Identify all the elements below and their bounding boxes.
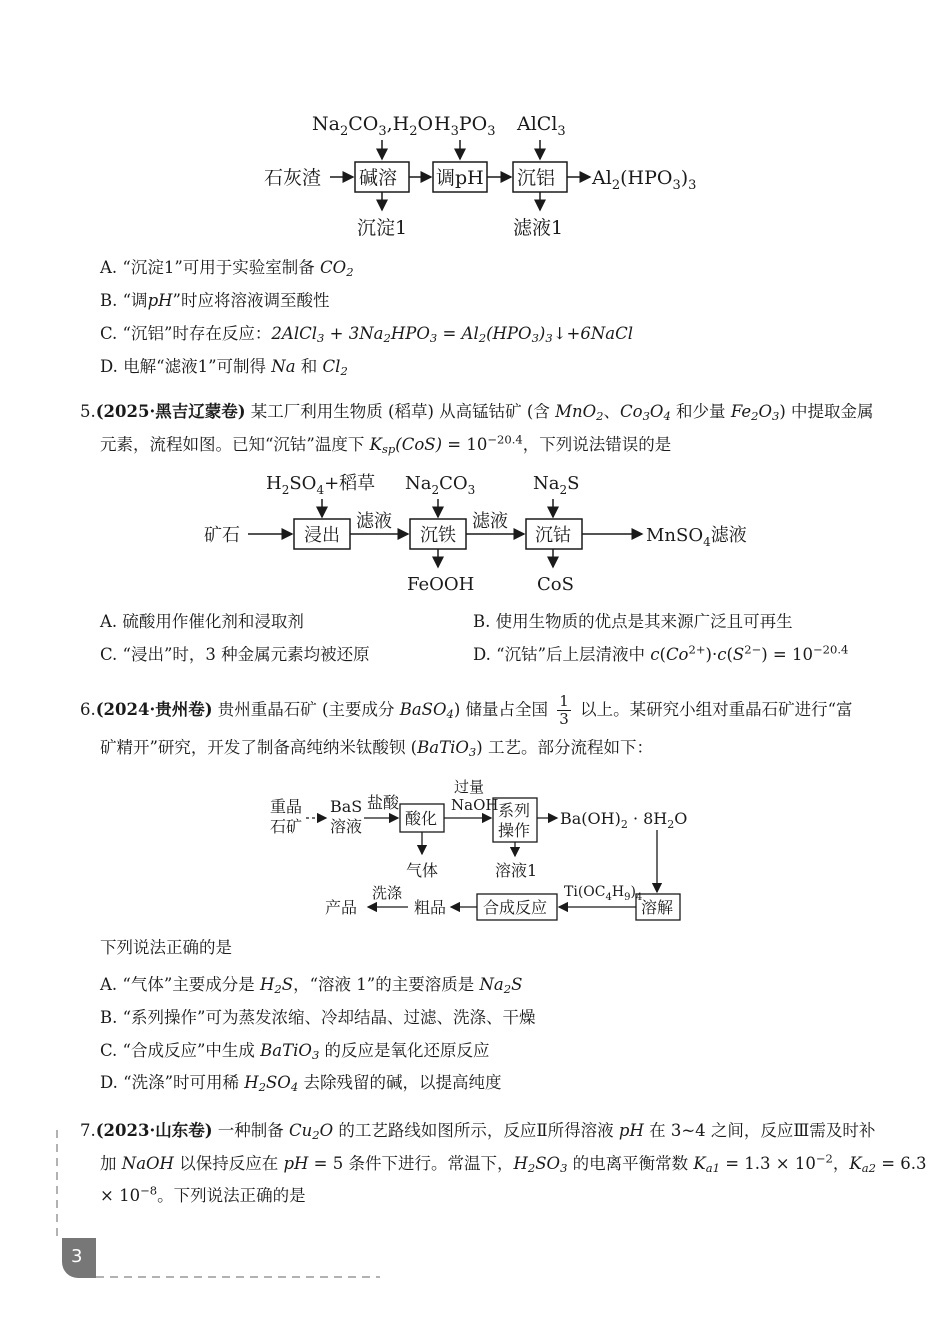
q5-start: 矿石 — [204, 525, 240, 546]
q5-flow-diagram — [0, 462, 950, 597]
q5-box2-label: 沉铁 — [420, 525, 456, 546]
q6-excess-2: NaOH — [451, 796, 499, 814]
q5-input-1: $H_2SO_4+$稻草 — [266, 473, 376, 497]
q4-input-3: AlCl$_3$ — [517, 113, 566, 139]
q5-box1-label: 浸出 — [304, 525, 340, 546]
q6-option-c[interactable]: C. “合成反应”中生成 BaTiO$_3$ 的反应是氧化还原反应 — [100, 1041, 490, 1062]
q6-final: 产品 — [325, 898, 358, 917]
q4-input-1: $Na_2CO_3,H_2O$ — [312, 113, 434, 139]
q6-stem-line1: 6.(2024·贵州卷) 贵州重晶石矿 (主要成分 BaSO$_4$) 储量占全国 $\frac{1}{3}$ 以上。某研究小组对重晶石矿进行“富 — [80, 692, 853, 728]
q7-stem-line3: × $10^{-8}$。下列说法正确的是 — [100, 1183, 306, 1205]
q4-option-a[interactable]: A. “沉淀1”可用于实验室制备 $CO_2$ — [100, 258, 354, 279]
q6-wash: 洗涤 — [372, 884, 403, 902]
q5-stem-line1: 5.(2025·黑吉辽蒙卷) 某工厂利用生物质 (稻草) 从高锰钴矿 (含 MnO$_2$、$Co_3O_4$ 和少量 $Fe_2O_3$) 中提取金属 — [80, 402, 874, 423]
q5-stem-line2: 元素，流程如图。已知“沉钴”温度下 $K_{sp}(CoS) = 10^{-20.4}$，下列说法错误的是 — [100, 432, 672, 456]
q6-product-1: $Ba(OH)_2 \cdot 8H_2O$ — [560, 809, 688, 831]
q4-flow-diagram — [0, 100, 950, 250]
q6-solution-1: 溶液1 — [495, 861, 538, 880]
q4-option-d[interactable]: D. 电解“滤液1”可制得 Na 和 $Cl_2$ — [100, 357, 348, 378]
q6-box2-label-1: 系列 — [498, 801, 531, 820]
q5-box3-label: 沉钴 — [535, 525, 571, 546]
q6-crude: 粗品 — [414, 898, 447, 917]
q6-flow-diagram — [0, 772, 950, 932]
q5-option-c[interactable]: C. “浸出”时，3 种金属元素均被还原 — [100, 645, 370, 664]
q5-mid-2: 滤液 — [472, 511, 508, 532]
q4-output-1: 沉淀1 — [357, 217, 408, 239]
q6-gas: 气体 — [406, 861, 439, 880]
q6-start-2: 石矿 — [270, 817, 303, 836]
page-corner-decoration — [0, 1120, 400, 1290]
q5-input-3: $Na_2S$ — [533, 473, 580, 497]
q6-box4-label: 合成反应 — [483, 898, 548, 917]
q4-box3-label: 沉铝 — [517, 167, 556, 189]
q6-box3-label: 溶解 — [641, 898, 674, 917]
q6-start-1: 重晶 — [270, 797, 303, 816]
q5-output-1: FeOOH — [407, 574, 475, 595]
q6-ti: $Ti(OC_4H_9)_4$ — [564, 884, 643, 903]
q6-option-b[interactable]: B. “系列操作”可为蒸发浓缩、冷却结晶、过滤、洗涤、干燥 — [100, 1008, 536, 1027]
page-number: 3 — [71, 1246, 83, 1267]
q6-box2-label-2: 操作 — [498, 821, 531, 840]
q6-excess-1: 过量 — [454, 778, 485, 796]
q5-option-b[interactable]: B. 使用生物质的优点是其来源广泛且可再生 — [473, 612, 793, 631]
q5-input-2: $Na_2CO_3$ — [405, 473, 476, 497]
q4-option-b[interactable]: B. “调pH”时应将溶液调至酸性 — [100, 291, 330, 310]
q5-option-a[interactable]: A. 硫酸用作催化剂和浸取剂 — [100, 612, 304, 631]
q6-bas-2: 溶液 — [330, 817, 363, 836]
q6-option-d[interactable]: D. “洗涤”时可用稀 $H_2SO_4$ 去除残留的碱，以提高纯度 — [100, 1073, 502, 1094]
q6-option-a[interactable]: A. “气体”主要成分是 $H_2S$，“溶液 1”的主要溶质是 $Na_2S$ — [100, 975, 523, 996]
q4-product: $Al_2(HPO_3)_3$ — [592, 167, 697, 193]
q6-prompt: 下列说法正确的是 — [100, 938, 232, 957]
q4-start: 石灰渣 — [264, 167, 322, 189]
q6-fraction: $\frac{1}{3}$ — [559, 692, 569, 728]
q5-output-2: CoS — [537, 574, 574, 595]
q5-product: MnSO$_4$滤液 — [646, 525, 747, 549]
q4-box1-label: 碱溶 — [359, 167, 398, 189]
q4-option-c[interactable]: C. “沉铝”时存在反应：2AlCl$_3$ + $3Na_2HPO_3$ = $Al_2(HPO_3)_3↓+6NaCl$ — [100, 324, 634, 345]
q4-input-2: $H_3PO_3$ — [434, 113, 496, 139]
q6-box1-label: 酸化 — [405, 809, 438, 828]
q5-option-d[interactable]: D. “沉钴”后上层清液中 $c(Co^{2+})\cdot c(S^{2-}) = 10^{-20.4}$ — [473, 642, 849, 664]
q4-box2-label: 调pH — [436, 167, 484, 189]
q6-bas-1: BaS — [330, 797, 363, 816]
q4-output-2: 滤液1 — [513, 217, 564, 239]
q7-stem-line2: 加 NaOH 以保持反应在 pH = 5 条件下进行。常温下，$H_2SO_3$ 的电离平衡常数 $K_{a1} = 1.3 \times 10^{-2}$，$K_{a2} = 6.3$ — [100, 1151, 927, 1175]
q5-mid-1: 滤液 — [356, 511, 392, 532]
q6-acid: 盐酸 — [367, 793, 400, 812]
q6-stem-line2: 矿精开”研究，开发了制备高纯纳米钛酸钡 (BaTiO$_3$) 工艺。部分流程如下： — [100, 738, 653, 759]
q7-stem-line1: 7.(2023·山东卷) 一种制备 $Cu_2O$ 的工艺路线如图所示，反应Ⅱ所得溶液 pH 在 3~4 之间，反应Ⅲ需及时补 — [80, 1121, 876, 1142]
